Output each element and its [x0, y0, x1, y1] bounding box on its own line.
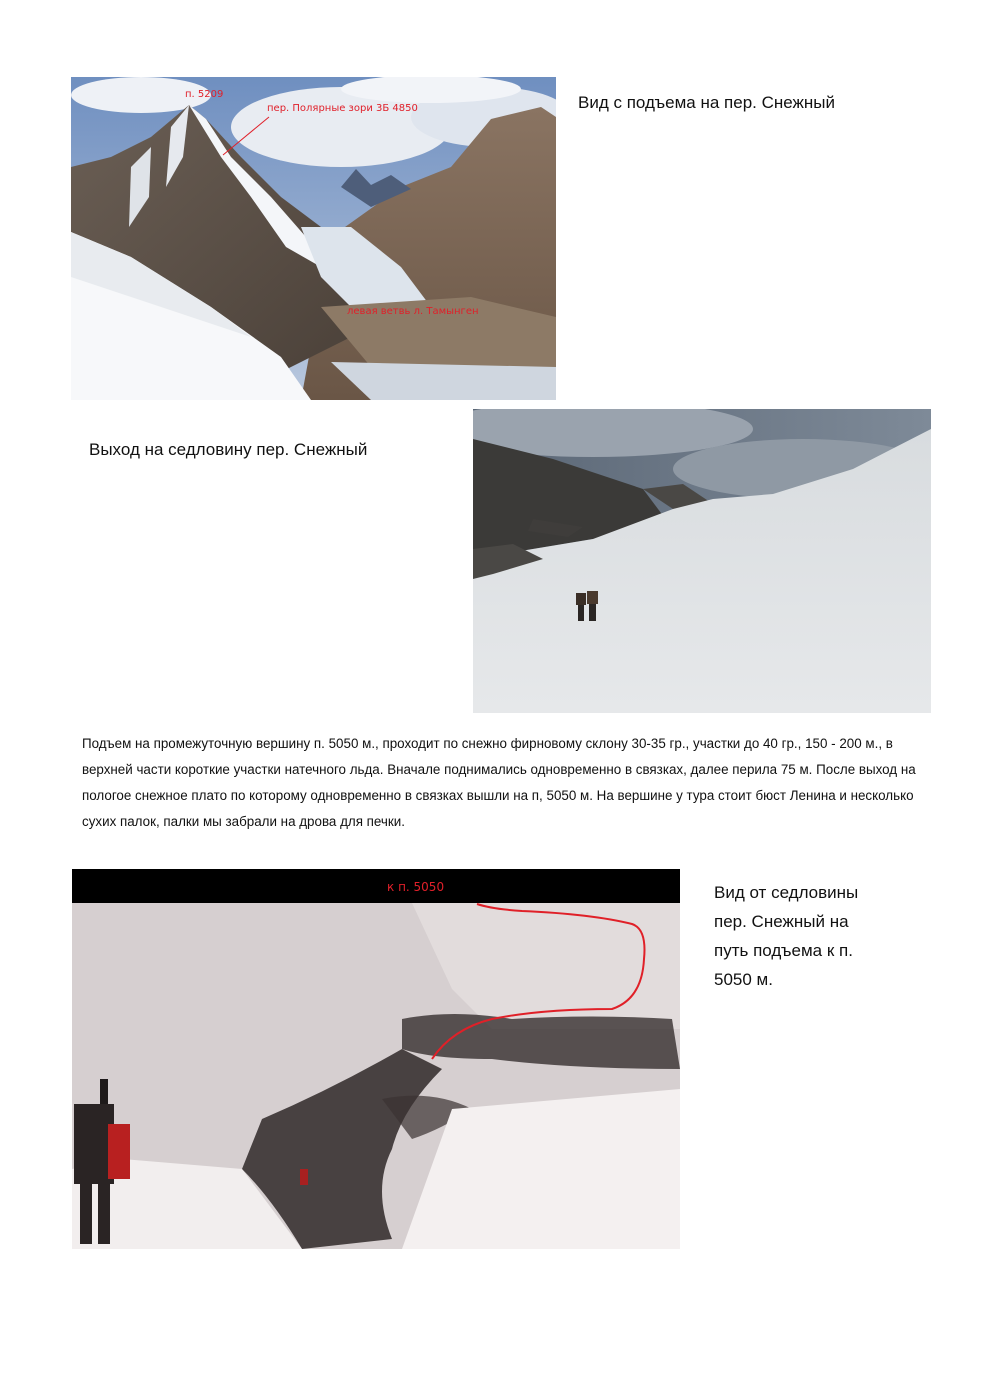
route-description: Подъем на промежуточную вершину п. 5050 м., проходит по снежно фирновому склону 30-35 гр., участки до 40 гр., 150 - 200 м., в верхней части короткие участки натечного льда. Вначале поднимались одновременно в связках, далее перила 75 м. После выход на пологое снежное плато по которому одновременно в связках вышли на п, 5050 м. На вершине у тура стоит бюст Ленина и несколько сухих палок, палки мы забрали на дрова для печки.	[82, 736, 916, 829]
photo3-caption: Вид от седловины пер. Снежный на путь подъема к п. 5050 м.	[714, 883, 859, 989]
label-tamyngen-branch: левая ветвь л. Тамынген	[347, 306, 479, 317]
label-pass-polar-dawns: пер. Полярные зори 3Б 4850	[267, 103, 418, 114]
photo-saddle-exit	[473, 409, 931, 713]
photo-route-to-5050	[72, 869, 680, 1249]
label-peak-5209: п. 5209	[185, 89, 224, 100]
photo1-caption: Вид с подъема на пер. Снежный	[578, 93, 836, 112]
label-to-5050: к п. 5050	[387, 880, 445, 894]
photo-mountain-view	[71, 77, 556, 400]
photo2-caption: Выход на седловину пер. Снежный	[89, 440, 368, 459]
